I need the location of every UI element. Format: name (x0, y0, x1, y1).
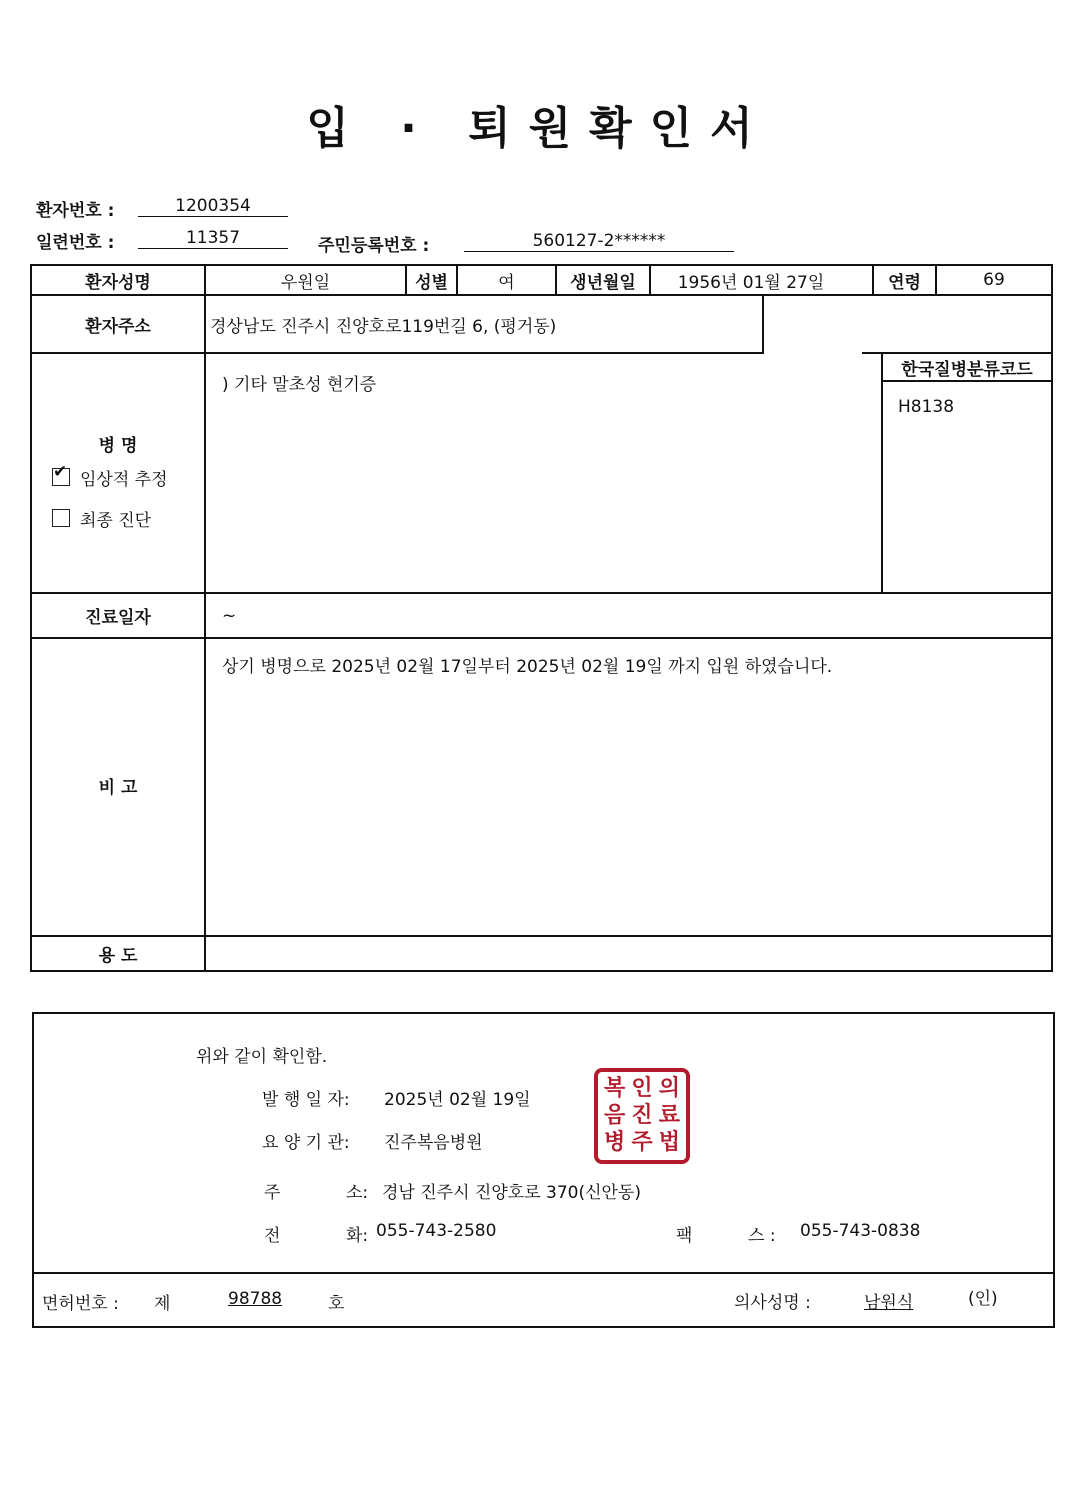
seal-glyph: 인 (631, 1075, 653, 1101)
license-suffix: 호 (328, 1294, 345, 1314)
seal-glyph: 복 (604, 1075, 626, 1101)
dob-value: 1956년 01월 27일 (677, 272, 825, 293)
dob-label: 생년월일 (570, 272, 636, 293)
sex-value: 여 (498, 272, 515, 293)
institution-label: 요 양 기 관: (262, 1133, 350, 1153)
age-value: 69 (983, 270, 1005, 290)
kcd-label: 한국질병분류코드 (901, 359, 1033, 380)
address-label-a: 주 (264, 1183, 281, 1203)
final-diagnosis-label: 최종 진단 (80, 510, 152, 531)
phone-label-b: 화: (346, 1226, 369, 1246)
doctor-label: 의사성명 : (734, 1293, 811, 1313)
address-label: 환자주소 (85, 316, 151, 337)
seal-glyph: 병 (604, 1130, 626, 1156)
phone-number: 055-743-2580 (376, 1221, 497, 1241)
doctor-seal-mark: (인) (968, 1289, 998, 1309)
seal-glyph: 주 (631, 1130, 653, 1156)
final-diagnosis-checkbox[interactable] (52, 509, 70, 527)
license-prefix: 제 (154, 1294, 171, 1314)
purpose-value (222, 937, 1022, 970)
patient-no: 1200354 (138, 196, 288, 217)
purpose-label: 용 도 (98, 946, 138, 966)
disease-label: 병 명 (98, 435, 138, 456)
hospital-seal-stamp (594, 1068, 690, 1164)
seal-glyph: 료 (658, 1102, 680, 1128)
remarks-text: 상기 병명으로 2025년 02월 17일부터 2025년 02월 19일 까지 입원 하였습니다. (222, 656, 833, 677)
fax-label-b: 스 : (748, 1226, 776, 1246)
serial-no-label: 일련번호 : (36, 233, 115, 253)
seal-glyph: 진 (631, 1102, 653, 1128)
seal-glyph: 법 (658, 1130, 680, 1156)
seal-glyph: 의 (658, 1075, 680, 1101)
seal-glyph: 음 (604, 1102, 626, 1128)
patient-address: 경상남도 진주시 진양호로119번길 6, (평거동) (210, 316, 557, 337)
rrn-value: 560127-2****** (464, 231, 734, 252)
serial-no: 11357 (138, 228, 288, 249)
disease-name: ) 기타 말초성 현기증 (222, 374, 377, 395)
issue-date-label: 발 행 일 자: (262, 1090, 350, 1110)
treatment-date: ~ (222, 605, 237, 626)
age-label: 연령 (888, 272, 921, 293)
patient-no-label: 환자번호 : (36, 201, 115, 221)
treatment-date-label: 진료일자 (85, 608, 151, 628)
fax-number: 055-743-0838 (800, 1221, 921, 1241)
address-label-b: 소: (346, 1183, 369, 1203)
final-diagnosis-option (52, 504, 202, 532)
document-title: 입 · 퇴원확인서 (306, 103, 771, 154)
institution-name: 진주복음병원 (384, 1133, 483, 1153)
license-number: 98788 (228, 1289, 283, 1309)
clinical-estimate-label: 임상적 추정 (80, 469, 168, 490)
issue-date: 2025년 02월 19일 (384, 1090, 531, 1110)
kcd-code: H8138 (898, 397, 955, 417)
clinical-estimate-checkbox[interactable]: ✔ (52, 468, 70, 486)
sex-label: 성별 (415, 272, 448, 293)
remarks-label: 비 고 (98, 777, 138, 798)
license-label: 면허번호 : (42, 1294, 119, 1314)
institution-address: 경남 진주시 진양호로 370(신안동) (382, 1183, 641, 1203)
rrn-label: 주민등록번호 : (318, 236, 430, 256)
phone-label-a: 전 (264, 1226, 281, 1246)
clinical-estimate-option (52, 463, 202, 491)
fax-label-a: 팩 (676, 1226, 693, 1246)
patient-name-label: 환자성명 (85, 272, 151, 293)
doctor-name: 남원식 (864, 1293, 914, 1313)
confirm-statement: 위와 같이 확인함. (196, 1047, 328, 1067)
patient-name: 우원일 (280, 272, 331, 293)
